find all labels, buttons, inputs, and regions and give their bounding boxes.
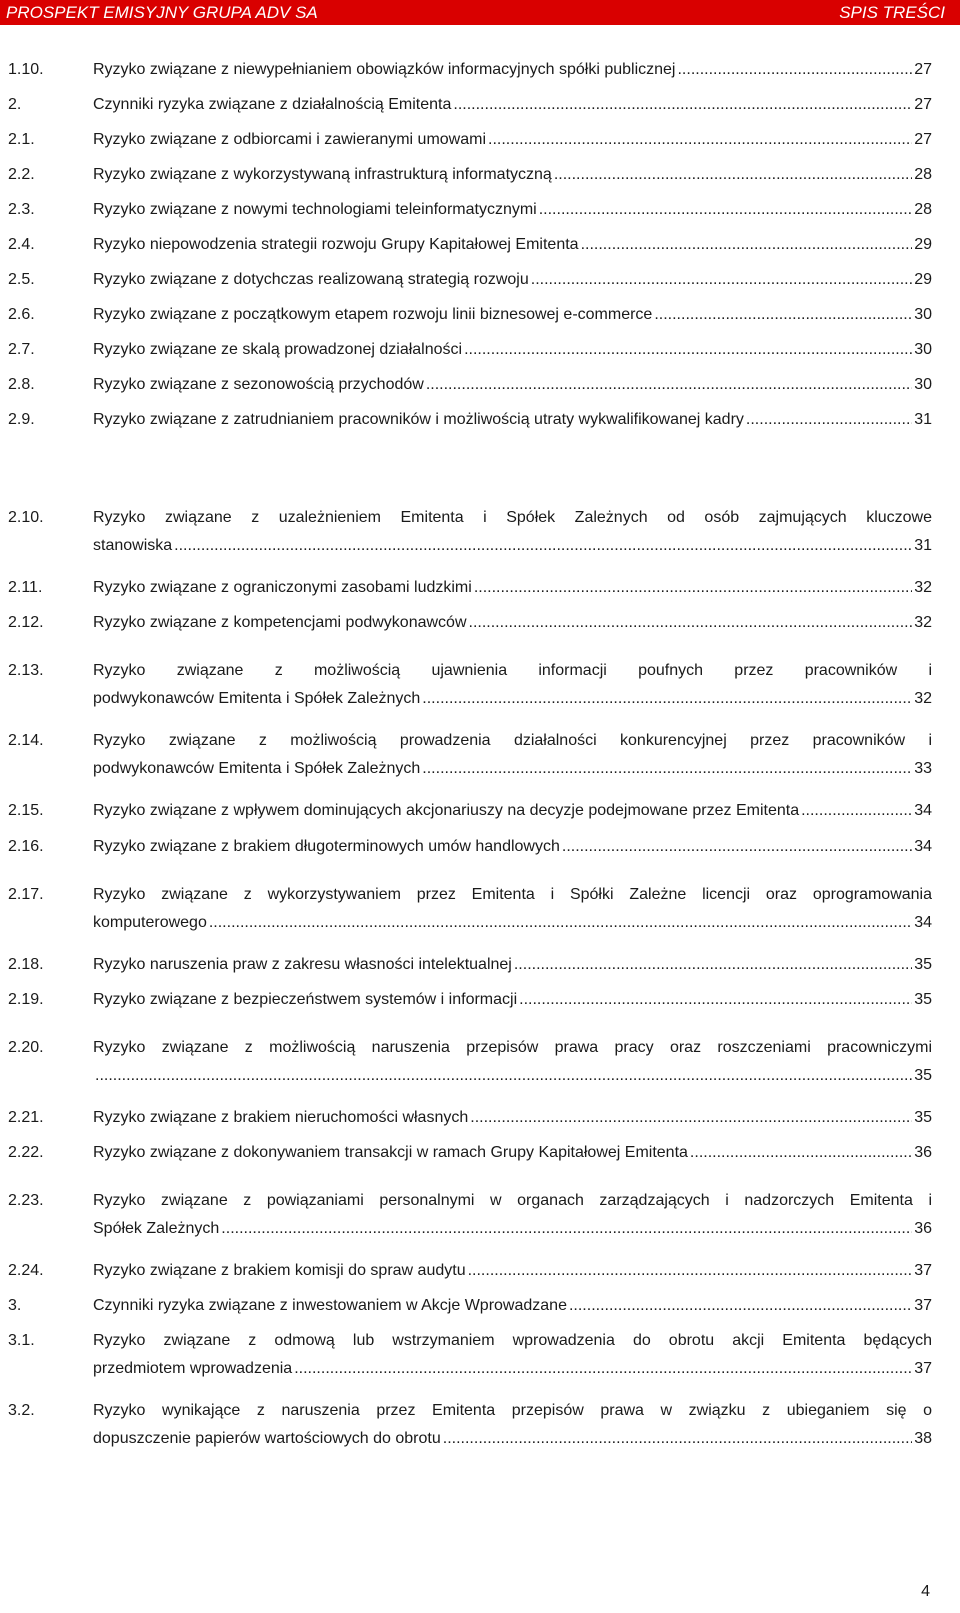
toc-entry-number: 3. (8, 1297, 22, 1314)
toc-dot-leader (677, 56, 912, 84)
toc-entry-page: 37 (914, 1297, 932, 1314)
toc-entry-line (93, 1425, 932, 1453)
toc-entry-title: komputerowego (93, 914, 207, 931)
toc-entry-line (93, 909, 932, 937)
toc-entry-line (93, 1104, 932, 1132)
toc-dot-leader (562, 833, 912, 861)
toc-entry-title: Ryzyko związane z uzależnieniem Emitenta i Spółek Zależnych od osób zajmujących kluczowe (93, 509, 932, 526)
toc-entry-number: 2.12. (8, 614, 44, 631)
toc-entry-line (93, 1292, 932, 1320)
toc-entry-title: Czynniki ryzyka związane z działalnością Emitenta (93, 96, 452, 113)
toc-entry-page: 37 (914, 1262, 932, 1279)
toc-entry-title: Ryzyko związane z powiązaniami personalnymi w organach zarządzających i nadzorczych Emitenta i (93, 1192, 932, 1209)
toc-entry-line (93, 56, 932, 84)
toc-entry-title: dopuszczenie papierów wartościowych do obrotu (93, 1430, 441, 1447)
toc-dot-leader (801, 797, 912, 825)
toc-entry-page: 30 (914, 376, 932, 393)
toc-entry-number: 2.11. (8, 579, 43, 596)
toc-entry-title: Ryzyko związane z brakiem długoterminowych umów handlowych (93, 838, 560, 855)
toc-entry-line (93, 196, 932, 224)
toc-entry-title: Ryzyko związane z brakiem nieruchomości własnych (93, 1109, 469, 1126)
toc-entry-line (93, 371, 932, 399)
toc-dot-leader (221, 1215, 912, 1243)
toc-entry-page: 30 (914, 341, 932, 358)
toc-entry-line (93, 1327, 932, 1355)
toc-entry-number: 3.1. (8, 1332, 35, 1349)
toc-entry-number: 2.24. (8, 1262, 44, 1279)
toc-entry-number: 3.2. (8, 1402, 35, 1419)
toc-dot-leader (539, 196, 912, 224)
toc-entry-title: Ryzyko wynikające z naruszenia przez Emitenta przepisów prawa w związku z ubieganiem się o (93, 1402, 932, 1419)
toc-entry-line (93, 797, 932, 825)
toc-entry-number: 2.9. (8, 411, 35, 428)
toc-entry-title: Ryzyko związane z bezpieczeństwem systemów i informacji (93, 991, 518, 1008)
toc-entry-title: Ryzyko niepowodzenia strategii rozwoju Grupy Kapitałowej Emitenta (93, 236, 579, 253)
page-number: 4 (921, 1583, 930, 1600)
toc-entry-page: 33 (914, 760, 932, 777)
toc-entry-number: 2.14. (8, 732, 44, 749)
toc-entry-number: 2.13. (8, 662, 44, 679)
toc-entry-number: 2.16. (8, 838, 44, 855)
toc-entry-number: 2.2. (8, 166, 35, 183)
toc-entry-page: 35 (914, 991, 932, 1008)
header-section-title: SPIS TREŚCI (839, 3, 945, 22)
toc-entry-line (93, 1215, 932, 1243)
toc-entry-line (93, 91, 932, 119)
header-document-title: PROSPEKT EMISYJNY GRUPA ADV SA (6, 3, 318, 22)
toc-entry-line (93, 266, 932, 294)
toc-entry-page: 29 (914, 236, 932, 253)
toc-dot-leader (514, 951, 912, 979)
toc-dot-leader (443, 1425, 912, 1453)
toc-entry-line (93, 727, 932, 755)
toc-dot-leader (422, 685, 912, 713)
toc-dot-leader (95, 1062, 912, 1090)
toc-dot-leader (554, 161, 912, 189)
toc-entry-title: Ryzyko związane z wykorzystywaną infrastrukturą informatyczną (93, 166, 552, 183)
toc-entry-line (93, 833, 932, 861)
toc-entry-number: 2.1. (8, 131, 35, 148)
toc-entry-number: 2.3. (8, 201, 35, 218)
toc-entry-number: 2.10. (8, 509, 44, 526)
toc-entry-number: 2.6. (8, 306, 35, 323)
toc-entry-title: Ryzyko związane z wykorzystywaniem przez Emitenta i Spółki Zależne licencji oraz oprogramowania (93, 886, 932, 903)
toc-entry-page: 28 (914, 201, 932, 218)
toc-entry-title: podwykonawców Emitenta i Spółek Zależnych (93, 760, 421, 777)
toc-entry-page: 37 (914, 1360, 932, 1377)
toc-entry-page: 27 (914, 96, 932, 113)
toc-entry-page: 32 (914, 614, 932, 631)
toc-entry-title: Czynniki ryzyka związane z inwestowaniem w Akcje Wprowadzane (93, 1297, 567, 1314)
toc-entry-title: Ryzyko związane z odmową lub wstrzymaniem wprowadzenia do obrotu akcji Emitenta będących (93, 1332, 932, 1349)
toc-dot-leader (581, 231, 913, 259)
toc-dot-leader (469, 609, 913, 637)
toc-entry-line (93, 301, 932, 329)
toc-entry-title: Ryzyko związane z możliwością ujawnienia informacji poufnych przez pracowników i (93, 662, 932, 679)
toc-entry-title: Ryzyko związane z kompetencjami podwykonawców (93, 614, 467, 631)
toc-entry-page: 34 (914, 838, 932, 855)
toc-entry-line (93, 685, 932, 713)
toc-entry-page: 38 (914, 1430, 932, 1447)
toc-entry-number: 2.15. (8, 802, 44, 819)
toc-entry-line (93, 755, 932, 783)
toc-entry-title: Ryzyko związane z nowymi technologiami teleinformatycznymi (93, 201, 537, 218)
toc-dot-leader (474, 574, 912, 602)
toc-entry-title: Ryzyko związane z zatrudnianiem pracowników i możliwością utraty wykwalifikowanej kadry (93, 411, 744, 428)
toc-entry-number: 2.19. (8, 991, 44, 1008)
toc-entry-line (93, 1257, 932, 1285)
toc-entry-line (93, 504, 932, 532)
toc-entry-number: 1.10. (8, 61, 44, 78)
toc-dot-leader (690, 1139, 912, 1167)
toc-entry-line (93, 609, 932, 637)
toc-entry-page: 31 (914, 537, 932, 554)
toc-dot-leader (569, 1292, 912, 1320)
toc-entry-line (93, 574, 932, 602)
toc-entry-title: Ryzyko związane z brakiem komisji do spraw audytu (93, 1262, 466, 1279)
toc-entry-number: 2. (8, 96, 22, 113)
toc-entry-page: 36 (914, 1220, 932, 1237)
toc-entry-line (93, 657, 932, 685)
toc-entry-number: 2.8. (8, 376, 35, 393)
toc-entry-title: Ryzyko związane z niewypełnianiem obowiązków informacyjnych spółki publicznej (93, 61, 676, 78)
toc-entry-title: Ryzyko związane z ograniczonymi zasobami ludzkimi (93, 579, 472, 596)
page-header (0, 0, 960, 25)
toc-dot-leader (531, 266, 912, 294)
toc-dot-leader (422, 755, 912, 783)
toc-entry-title: Ryzyko związane z możliwością naruszenia przepisów prawa pracy oraz roszczeniami pracowniczymi (93, 1039, 932, 1056)
toc-entry-number: 2.23. (8, 1192, 44, 1209)
toc-entry-page: 29 (914, 271, 932, 288)
toc-entry-page: 32 (914, 579, 932, 596)
toc-entry-page: 27 (914, 61, 932, 78)
toc-entry-number: 2.4. (8, 236, 35, 253)
toc-entry-title: Ryzyko związane z początkowym etapem rozwoju linii biznesowej e-commerce (93, 306, 653, 323)
toc-entry-line (93, 231, 932, 259)
toc-entry-title: Spółek Zależnych (93, 1220, 220, 1237)
toc-entry-title: Ryzyko związane z odbiorcami i zawieranymi umowami (93, 131, 487, 148)
toc-dot-leader (294, 1355, 912, 1383)
toc-entry-page: 36 (914, 1144, 932, 1161)
toc-entry-page: 35 (914, 956, 932, 973)
toc-dot-leader (453, 91, 912, 119)
toc-dot-leader (426, 371, 912, 399)
toc-entry-title: Ryzyko związane z sezonowością przychodów (93, 376, 424, 393)
toc-entry-line (93, 881, 932, 909)
toc-entry-line (93, 161, 932, 189)
toc-dot-leader (209, 909, 912, 937)
toc-entry-line (93, 126, 932, 154)
toc-entry-line (93, 986, 932, 1014)
toc-dot-leader (468, 1257, 913, 1285)
toc-entry-line (93, 1034, 932, 1062)
toc-entry-line (93, 1355, 932, 1383)
toc-entry-title: podwykonawców Emitenta i Spółek Zależnych (93, 690, 421, 707)
toc-dot-leader (488, 126, 912, 154)
toc-entry-line (93, 951, 932, 979)
toc-entry-line (93, 532, 932, 560)
toc-entry-title: Ryzyko związane z możliwością prowadzenia działalności konkurencyjnej przez pracowników i (93, 732, 932, 749)
toc-entry-title: stanowiska (93, 537, 173, 554)
toc-entry-line (93, 1397, 932, 1425)
toc-entry-line (93, 1187, 932, 1215)
toc-dot-leader (519, 986, 912, 1014)
toc-dot-leader (654, 301, 912, 329)
toc-entry-line (93, 1139, 932, 1167)
toc-dot-leader (174, 532, 912, 560)
toc-entry-page: 35 (914, 1109, 932, 1126)
toc-entry-page: 28 (914, 166, 932, 183)
toc-entry-page: 30 (914, 306, 932, 323)
toc-entry-page: 27 (914, 131, 932, 148)
toc-entry-page: 32 (914, 690, 932, 707)
toc-entry-number: 2.22. (8, 1144, 44, 1161)
toc-entry-number: 2.21. (8, 1109, 44, 1126)
toc-entry-line (93, 1062, 932, 1090)
toc-entry-number: 2.17. (8, 886, 44, 903)
toc-dot-leader (464, 336, 912, 364)
toc-entry-title: Ryzyko związane z dotychczas realizowaną strategią rozwoju (93, 271, 529, 288)
toc-entry-title: Ryzyko związane z dokonywaniem transakcji w ramach Grupy Kapitałowej Emitenta (93, 1144, 688, 1161)
toc-entry-number: 2.7. (8, 341, 35, 358)
toc-entry-page: 35 (914, 1067, 932, 1084)
toc-entry-page: 34 (914, 802, 932, 819)
toc-entry-line (93, 336, 932, 364)
toc-entry-page: 31 (914, 411, 932, 428)
toc-entry-title: Ryzyko związane ze skalą prowadzonej działalności (93, 341, 463, 358)
toc-entry-title: Ryzyko związane z wpływem dominujących akcjonariuszy na decyzje podejmowane przez Emitenta (93, 802, 800, 819)
toc-dot-leader (470, 1104, 912, 1132)
toc-entry-line (93, 406, 932, 434)
toc-entry-number: 2.20. (8, 1039, 44, 1056)
toc-entry-title: Ryzyko naruszenia praw z zakresu własności intelektualnej (93, 956, 512, 973)
toc-entry-number: 2.5. (8, 271, 35, 288)
toc-entry-number: 2.18. (8, 956, 44, 973)
toc-dot-leader (746, 406, 912, 434)
toc-entry-title: przedmiotem wprowadzenia (93, 1360, 293, 1377)
toc-entry-page: 34 (914, 914, 932, 931)
